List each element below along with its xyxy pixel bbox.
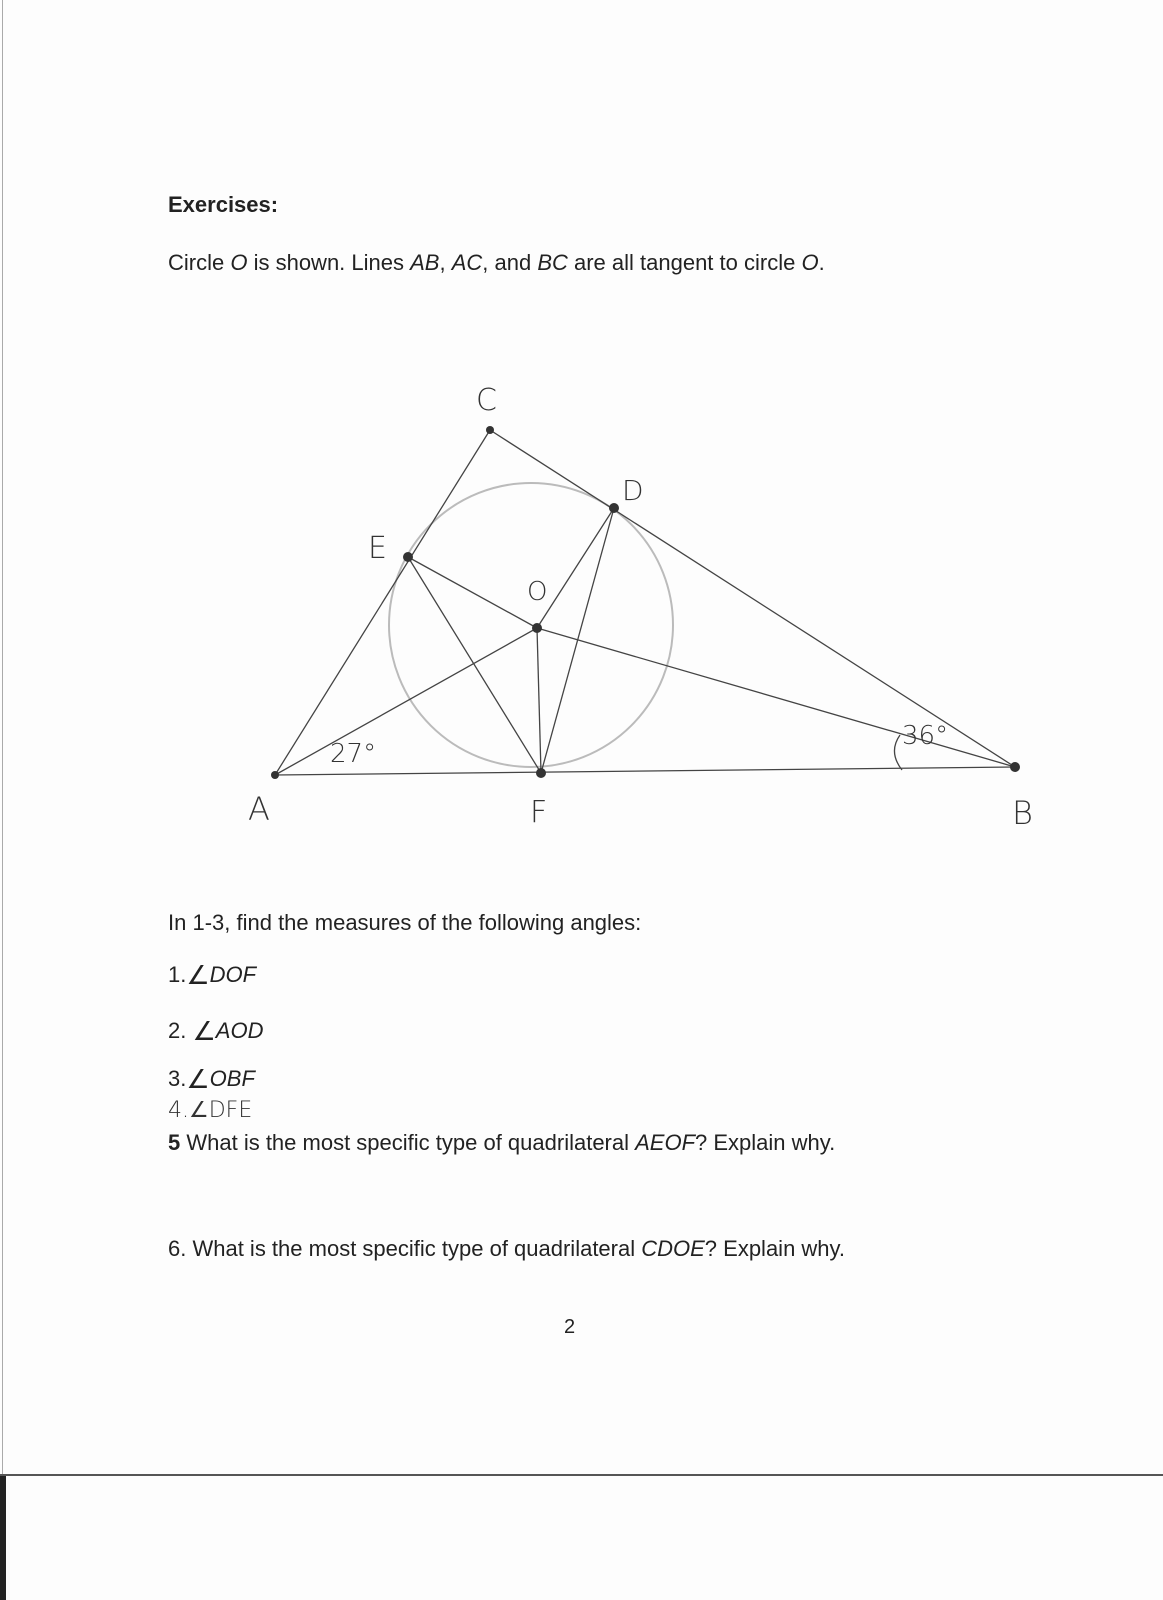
scan-edge-dark — [0, 1476, 6, 1600]
segment-df — [541, 508, 614, 773]
label-f: F — [530, 795, 548, 830]
line-ac — [275, 430, 490, 775]
line-ab — [275, 767, 1015, 775]
label-a: A — [248, 790, 270, 828]
label-b: B — [1012, 794, 1033, 832]
label-d: D — [622, 474, 644, 507]
question-3: 3.∠OBF — [168, 1064, 255, 1094]
angle-a-label: 27° — [330, 739, 377, 769]
angle-b-label: 36° — [902, 721, 949, 751]
point-e — [403, 552, 413, 562]
page-number: 2 — [564, 1316, 576, 1338]
point-d — [609, 503, 619, 513]
segment-do — [537, 508, 614, 628]
question-1: 1.∠DOF — [168, 960, 257, 990]
line-bc — [490, 430, 1015, 767]
exercises-heading: Exercises: — [168, 192, 279, 217]
point-o — [532, 623, 542, 633]
problem-intro: Circle O is shown. Lines AB, AC, and BC are all tangent to circle O. — [168, 250, 825, 275]
question-2: 2. ∠AOD — [168, 1016, 264, 1046]
point-b — [1010, 762, 1020, 772]
segment-fo — [537, 628, 541, 773]
question-6: 6. What is the most specific type of quadrilateral CDOE? Explain why. — [168, 1236, 846, 1261]
question-5: 5 What is the most specific type of quadrilateral AEOF? Explain why. — [168, 1130, 836, 1155]
scan-border — [0, 1474, 1163, 1476]
question-4: 4.∠DFE — [168, 1098, 253, 1123]
instructions: In 1-3, find the measures of the following angles: — [168, 910, 642, 935]
segment-eo — [408, 557, 537, 628]
label-c: C — [476, 383, 497, 418]
segment-ef — [408, 557, 541, 773]
point-f — [536, 768, 546, 778]
label-e: E — [368, 531, 387, 566]
label-o: O — [527, 577, 548, 607]
point-a — [271, 771, 279, 779]
point-c — [486, 426, 494, 434]
angle-arc-b — [894, 735, 902, 770]
